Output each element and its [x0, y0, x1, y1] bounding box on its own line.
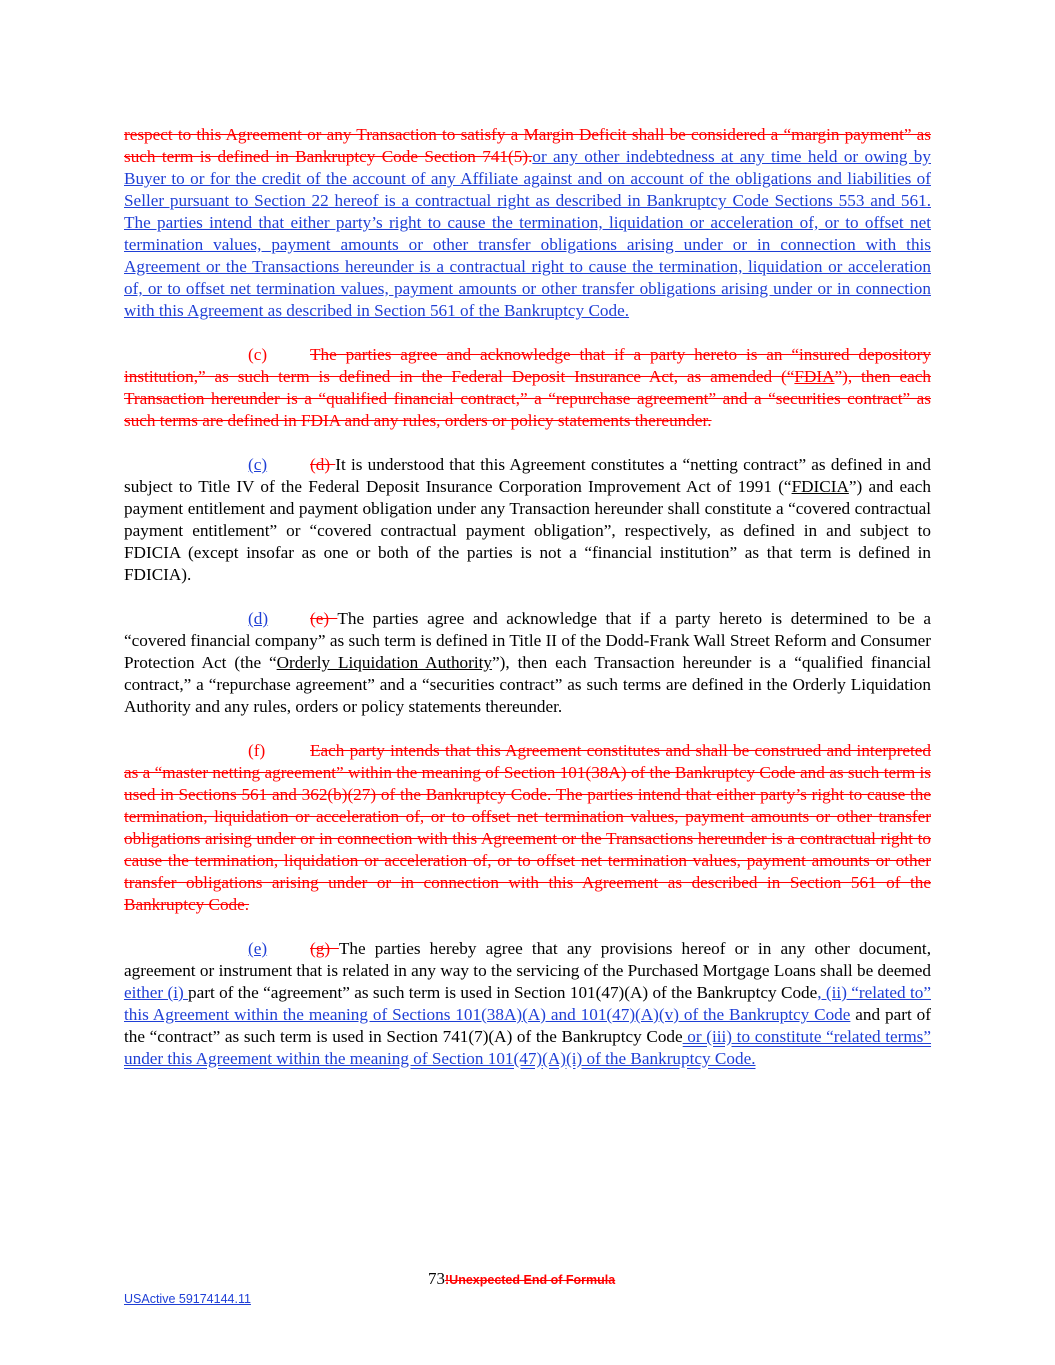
paragraph-margin-payment [124, 124, 931, 322]
document-id: USActive 59174144.11 [124, 1292, 251, 1306]
clause-text: The parties hereby agree that any provisions hereof or in any other document, agreement or instrument that is related in any way to the servicing of the Purchased Mortgage Loans shall be deemed [124, 939, 931, 980]
new-clause-number: (d) [248, 609, 269, 628]
inserted-text: or (iii) to constitute “related terms” under this Agreement within the meaning of Section 101(47)(A)(i) of the Bankruptcy Code. [124, 1027, 932, 1068]
clause-number: (c) [248, 345, 268, 364]
paragraph-d-covered-financial-company [124, 608, 931, 718]
field-error-text: !Unexpected End of Formula [445, 1273, 616, 1287]
old-clause-number: (d) [310, 455, 336, 474]
paragraph-e-servicing-provisions [124, 938, 931, 1070]
clause-text: ”), then each Transaction hereunder is a “qualified financial contract,” a “repurchase agreement” and a “securities contract” as such terms are defined in the Orderly Liquidation Authority and any rules, orders or policy statements thereunder. [124, 653, 931, 716]
clause-text: part of the “agreement” as such term is used in Section 101(47)(A) of the Bankruptcy Code [188, 983, 818, 1002]
page-number: 73 [428, 1269, 445, 1288]
defined-term-fdicia: FDICIA [791, 477, 849, 496]
clause-text: and part of the “contract” as such term is used in Section 741(7)(A) of the Bankruptcy Code [124, 1005, 931, 1046]
clause-number: (f) [248, 741, 266, 760]
defined-term-fdia: FDIA [794, 367, 835, 386]
document-body [124, 124, 931, 1092]
clause-text: The parties agree and acknowledge that if a party hereto is determined to be a “covered financial company” as such term is defined in Title II of the Dodd-Frank Wall Street Reform and Consumer Protection Act (the “ [124, 609, 931, 672]
new-clause-number: (c) [248, 455, 268, 474]
clause-text: ”), then each Transaction hereunder is a “qualified financial contract,” a “repurchase agreement” and a “securities contract” as such terms are defined in FDIA and any rules, orders or policy statements thereunder. [124, 367, 931, 430]
page-footer [428, 1268, 615, 1291]
defined-term-ola: Orderly Liquidation Authority [276, 653, 493, 672]
inserted-text: , (ii) “related to” this Agreement within the meaning of Sections 101(38A)(A) and 101(47)(A)(v) of the Bankruptcy Code [124, 983, 931, 1024]
new-clause-number: (e) [248, 939, 268, 958]
paragraph-deleted-c [124, 344, 931, 432]
clause-text: ”) and each payment entitlement and payment obligation under any Transaction hereunder shall constitute a “covered contractual payment entitlement” or “covered contractual payment obligation”, respectively, as defined in and subject to FDICIA (except insofar as one or both of the parties is not a “financial institution” as that term is defined in FDICIA). [124, 477, 931, 584]
old-clause-number: (e) [310, 609, 338, 628]
clause-text: It is understood that this Agreement constitutes a “netting contract” as defined in and subject to Title IV of the Federal Deposit Insurance Corporation Improvement Act of 1991 (“ [124, 455, 931, 496]
inserted-text: or any other indebtedness at any time held or owing by Buyer to or for the credit of the account of any Affiliate against and on account of the obligations and liabilities of Seller pursuant to Section 22 hereof is a contractual right as described in Bankruptcy Code Sections 553 and 561. The parties intend that either party’s right to cause the termination, liquidation or acceleration of, or to offset net termination values, payment amounts or other transfer obligations arising under or in connection with this Agreement or the Transactions hereunder is a contractual right to cause the termination, liquidation or acceleration of, or to offset net termination values, payment amounts or other transfer obligations arising under or in connection with this Agreement as described in Section 561 of the Bankruptcy Code. [124, 147, 931, 320]
inserted-text: either (i) [124, 983, 189, 1002]
paragraph-deleted-f [124, 740, 931, 916]
old-clause-number: (g) [310, 939, 339, 958]
clause-text: Each party intends that this Agreement constitutes and shall be construed and interpreted as a “master netting agreement” within the meaning of Section 101(38A) of the Bankruptcy Code and as such term is used in Sections 561 and 362(b)(27) of the Bankruptcy Code. The parties intend that either party’s right to cause the termination, liquidation or acceleration of, or to offset net termination values, payment amounts or other transfer obligations arising under or in connection with this Agreement or the Transactions hereunder is a contractual right to cause the termination, liquidation or acceleration of, or to offset net termination values, payment amounts or other transfer obligations arising under or in connection with this Agreement as described in Section 561 of the Bankruptcy Code. [124, 741, 931, 914]
deleted-text: respect to this Agreement or any Transaction to satisfy a Margin Deficit shall be considered a “margin payment” as such term is defined in Bankruptcy Code Section 741(5). [124, 125, 931, 166]
paragraph-c-netting-contract [124, 454, 931, 586]
clause-text: The parties agree and acknowledge that if a party hereto is an “insured depository institution,” as such term is defined in the Federal Deposit Insurance Act, as amended (“ [124, 345, 931, 386]
